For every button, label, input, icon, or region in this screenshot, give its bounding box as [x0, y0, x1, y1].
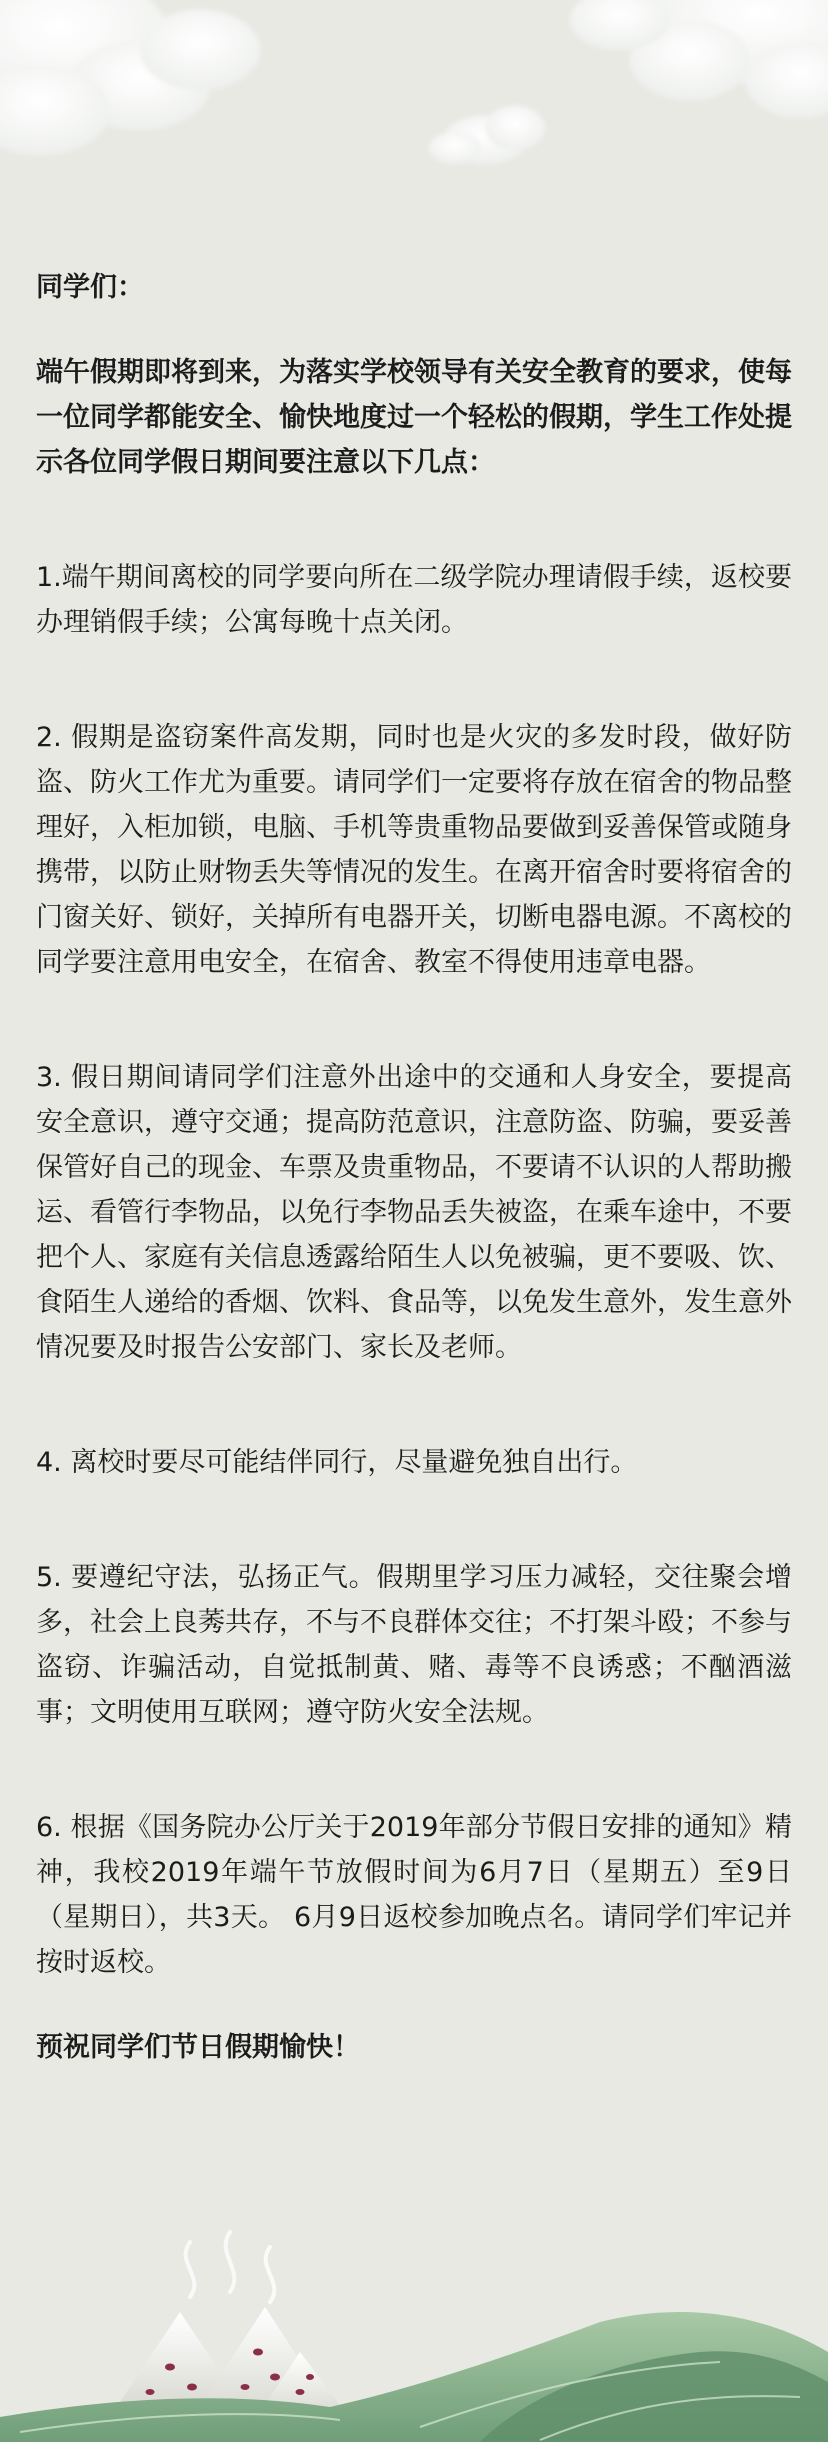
- notice-item-2: 2. 假期是盗窃案件高发期，同时也是火灾的多发时段，做好防盗、防火工作尤为重要。请同学们一定要将存放在宿舍的物品整理好，入柜加锁，电脑、手机等贵重物品要做到妥善保管或随身携带，以防止财物丢失等情况的发生。在离开宿舍时要将宿舍的门窗关好、锁好，关掉所有电器开关，切断电器电源。不离校的同学要注意用电安全，在宿舍、教室不得使用违章电器。: [36, 722, 792, 978]
- closing-wish: 预祝同学们节日假期愉快！: [36, 2032, 360, 2063]
- notice-letter: [36, 265, 792, 2070]
- notice-item-6: 6. 根据《国务院办公厅关于2019年部分节假日安排的通知》精神，我校2019年端午节放假时间为6月7日（星期五）至9日（星期日），共3天。 6月9日返校参加晚点名。请同学们牢记并按时返校。: [36, 1812, 792, 1978]
- notice-item-1: 1.端午期间离校的同学要向所在二级学院办理请假手续，返校要办理销假手续；公寓每晚十点关闭。: [36, 562, 792, 638]
- notice-item-3: 3. 假日期间请同学们注意外出途中的交通和人身安全，要提高安全意识，遵守交通；提高防范意识，注意防盗、防骗，要妥善保管好自己的现金、车票及贵重物品，不要请不认识的人帮助搬运、看管行李物品，以免行李物品丢失被盗，在乘车途中，不要把个人、家庭有关信息透露给陌生人以免被骗，更不要吸、饮、食陌生人递给的香烟、饮料、食品等，以免发生意外，发生意外情况要及时报告公安部门、家长及老师。: [36, 1062, 792, 1363]
- cloud-middle: [429, 106, 545, 164]
- notice-item-5: 5. 要遵纪守法，弘扬正气。假期里学习压力减轻，交往聚会增多，社会上良莠共存，不与不良群体交往；不打架斗殴；不参与盗窃、诈骗活动，自觉抵制黄、赌、毒等不良诱惑；不酗酒滋事；文明使用互联网；遵守防火安全法规。: [36, 1562, 792, 1728]
- zongzi-leaves: [0, 2312, 828, 2442]
- intro-paragraph: 端午假期即将到来，为落实学校领导有关安全教育的要求，使每一位同学都能安全、愉快地度过一个轻松的假期，学生工作处提示各位同学假日期间要注意以下几点：: [36, 357, 792, 478]
- greeting: 同学们：: [36, 272, 144, 303]
- cloud-right: [570, 0, 828, 118]
- leaf-veins: [20, 2362, 800, 2440]
- notice-item-4: 4. 离校时要尽可能结伴同行，尽量避免独自出行。: [36, 1447, 638, 1478]
- cloud-left: [0, 0, 260, 155]
- zongzi-rice: [120, 2307, 345, 2412]
- steam: [186, 2232, 275, 2302]
- clouds-illustration: [0, 0, 828, 230]
- zongzi-illustration: [0, 2202, 828, 2442]
